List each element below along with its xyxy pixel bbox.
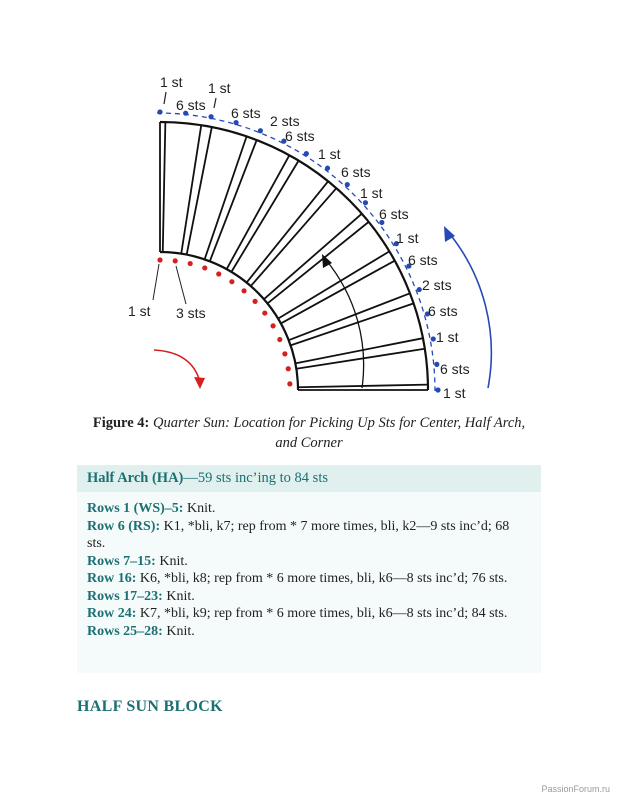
strip-edge — [163, 122, 166, 252]
row-text: Knit. — [183, 501, 216, 516]
pickup-dot-red — [229, 279, 234, 284]
section-heading: HALF SUN BLOCK — [77, 698, 223, 715]
panel-title — [77, 465, 541, 492]
watermark: PassionForum.ru — [541, 784, 610, 794]
outer-label: 1 st — [360, 185, 383, 201]
outer-label: 1 st — [396, 230, 419, 246]
pickup-dot-red — [287, 381, 292, 386]
pickup-dot-red — [270, 323, 275, 328]
pickup-dot-red — [216, 271, 221, 276]
direction-arrowhead-red — [194, 377, 205, 389]
outer-label: 6 sts — [176, 97, 206, 113]
row-label: Row 6 (RS): — [87, 518, 161, 534]
inner-label: 1 st — [128, 303, 151, 319]
panel-title-rest: —59 sts inc’ing to 84 sts — [183, 470, 328, 486]
inner-label: 3 sts — [176, 305, 206, 321]
pickup-dot-blue — [345, 182, 350, 187]
panel-title-bold: Half Arch (HA) — [87, 470, 184, 486]
outer-label: 2 sts — [422, 277, 452, 293]
pickup-dot-red — [286, 366, 291, 371]
strip-edge — [247, 181, 329, 282]
outer-labels — [160, 74, 470, 401]
outer-label: 6 sts — [440, 361, 470, 377]
pickup-dot-red — [188, 261, 193, 266]
instruction-row — [87, 570, 531, 588]
pickup-dot-red — [277, 337, 282, 342]
caption-line1: Quarter Sun: Location for Picking Up Sts for Center, Half Arch, — [152, 415, 526, 431]
row-label: Rows 7–15: — [87, 553, 156, 569]
pointer-inner-1st — [153, 264, 159, 300]
row-text: K6, *bli, k8; rep from * 6 more times, bli, k6—8 sts inc’d; 76 sts. — [136, 571, 508, 586]
row-text: Knit. — [155, 553, 188, 569]
row-text: Knit. — [162, 623, 195, 639]
row-label: Rows 17–23: — [87, 588, 163, 604]
pickup-dot-red — [252, 299, 257, 304]
pointer-inner-3sts — [176, 266, 186, 304]
pickup-dot-blue — [435, 387, 440, 392]
strip-edge — [267, 222, 368, 304]
outer-label: 1 st — [208, 80, 231, 96]
inner-pickup-dots — [157, 257, 292, 386]
pickup-dot-blue — [258, 128, 263, 133]
outer-label: 6 sts — [428, 303, 458, 319]
pickup-dot-red — [282, 351, 287, 356]
pickup-dot-red — [157, 257, 162, 262]
instruction-row — [87, 623, 531, 641]
instruction-row — [87, 605, 531, 623]
pointer-1st-top-right — [214, 98, 216, 108]
pickup-dot-red — [241, 288, 246, 293]
outer-label: 6 sts — [379, 206, 409, 222]
strip-edge — [205, 136, 247, 259]
pickup-dot-blue — [434, 362, 439, 367]
outer-label: 1 st — [443, 385, 466, 401]
outer-label: 1 st — [160, 74, 183, 90]
row-label: Row 24: — [87, 606, 137, 621]
outer-label: 2 sts — [270, 113, 300, 129]
pickup-dot-blue — [157, 109, 162, 114]
outer-label: 6 sts — [341, 164, 371, 180]
pickup-dot-red — [202, 265, 207, 270]
row-text: K1, *bli, k7; rep from * 7 more times, bli, k2—9 sts inc’d; 68 sts. — [87, 518, 510, 551]
inner-arc — [160, 252, 298, 390]
instruction-row — [87, 500, 531, 518]
direction-arrow-red — [154, 350, 200, 382]
row-label: Row 16: — [87, 571, 137, 586]
instruction-row — [87, 588, 531, 606]
figure-caption — [70, 413, 548, 453]
half-arch-panel — [77, 465, 541, 673]
row-text: Knit. — [162, 588, 195, 604]
outer-label: 1 st — [436, 329, 459, 345]
outer-label: 6 sts — [408, 252, 438, 268]
arch-strips — [160, 122, 428, 390]
pickup-dot-red — [262, 310, 267, 315]
pointer-1st-top-left — [164, 92, 166, 104]
caption-label: Figure 4: — [92, 415, 150, 431]
row-text: K7, *bli, k9; rep from * 6 more times, bli, k6—8 sts inc’d; 84 sts. — [136, 606, 508, 621]
instruction-row — [87, 518, 531, 553]
strip-edge — [291, 303, 414, 345]
caption-line2: and Corner — [275, 435, 343, 451]
outer-arc — [160, 122, 428, 390]
row-label: Rows 1 (WS)–5: — [87, 501, 184, 516]
outer-label: 6 sts — [285, 128, 315, 144]
outer-label: 1 st — [318, 146, 341, 162]
instruction-row — [87, 553, 531, 571]
outer-dashed-guide — [157, 113, 435, 391]
row-label: Rows 25–28: — [87, 623, 163, 639]
instruction-rows — [77, 492, 541, 640]
pickup-dot-red — [173, 258, 178, 263]
outer-label: 6 sts — [231, 105, 261, 121]
